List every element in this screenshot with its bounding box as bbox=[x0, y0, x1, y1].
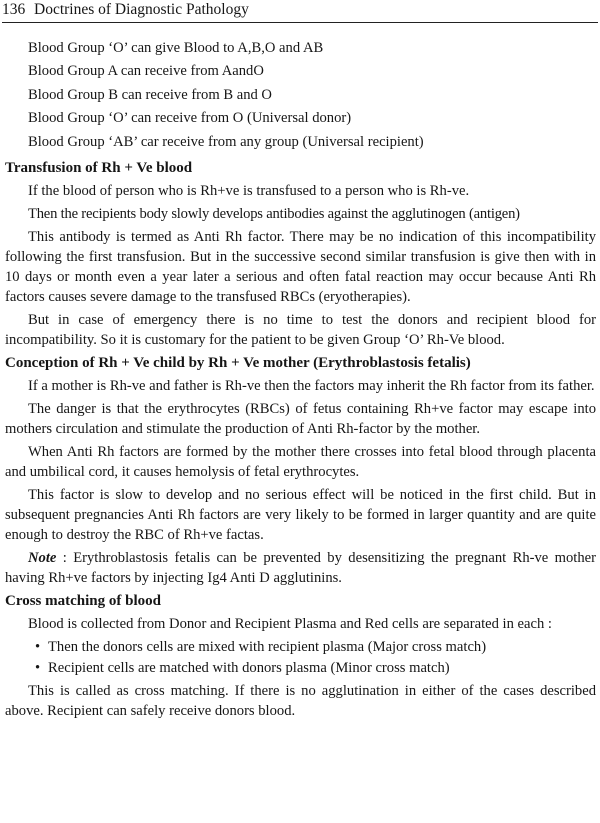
paragraph: This is called as cross matching. If there is no agglutination in either of the cases described above. Recipient can safely receive donors blood. bbox=[5, 682, 596, 719]
page-number: 136 bbox=[2, 1, 26, 18]
list-item bbox=[35, 658, 596, 678]
list-item-text: Then the donors cells are mixed with recipient plasma (Major cross match) bbox=[48, 638, 487, 655]
blood-group-line: Blood Group A can receive from AandO bbox=[28, 63, 264, 80]
section-heading-rh-transfusion: Transfusion of Rh + Ve blood bbox=[5, 159, 193, 176]
page-content bbox=[5, 38, 596, 724]
paragraph: When Anti Rh factors are formed by the mother there crosses into fetal blood through placenta and umbilical cord, it causes hemolysis of fetal erythrocytes. bbox=[5, 443, 596, 480]
blood-group-line: Blood Group B can receive from B and O bbox=[28, 86, 272, 103]
note-label: Note bbox=[28, 549, 57, 566]
paragraph: Blood is collected from Donor and Recipient Plasma and Red cells are separated in each : bbox=[28, 615, 552, 632]
list-item-text: Recipient cells are matched with donors plasma (Minor cross match) bbox=[48, 659, 450, 676]
blood-group-line: Blood Group ‘O’ can give Blood to A,B,O and AB bbox=[28, 40, 324, 56]
paragraph: This factor is slow to develop and no serious effect will be noticed in the first child. But in subsequent pregnancies Anti Rh factors are very likely to be formed in larger quantity and are quite enough to destroy the RBC of Rh+ve factas. bbox=[5, 486, 596, 543]
note-text: : Erythroblastosis fetalis can be prevented by desensitizing the pregnant Rh-ve mother having Rh+ve factors by injecting Ig4 Anti D agglutinins. bbox=[5, 549, 596, 586]
section-heading-erythroblastosis: Conception of Rh + Ve child by Rh + Ve mother (Erythroblastosis fetalis) bbox=[5, 354, 471, 371]
paragraph: Then the recipients body slowly develops antibodies against the agglutinogen (antigen) bbox=[28, 205, 520, 222]
page-header bbox=[2, 0, 598, 23]
list-item bbox=[35, 637, 596, 657]
bullet-icon: • bbox=[35, 638, 41, 655]
blood-group-line: Blood Group ‘AB’ car receive from any group (Universal recipient) bbox=[28, 133, 424, 150]
section-heading-cross-matching: Cross matching of blood bbox=[5, 592, 161, 609]
paragraph: But in case of emergency there is no time to test the donors and recipient blood for incompatibility. So it is customary for the patient to be given Group ‘O’ Rh-Ve blood. bbox=[5, 311, 596, 348]
note-paragraph bbox=[5, 548, 596, 588]
blood-group-line: Blood Group ‘O’ can receive from O (Universal donor) bbox=[28, 110, 352, 127]
paragraph: The danger is that the erythrocytes (RBCs) of fetus containing Rh+ve factor may escape into mothers circulation and stimulate the production of Anti Rh-factor by the mother. bbox=[5, 400, 596, 437]
paragraph: If the blood of person who is Rh+ve is transfused to a person who is Rh-ve. bbox=[28, 182, 470, 199]
paragraph: This antibody is termed as Anti Rh factor. There may be no indication of this incompatibility following the first transfusion. But in the successive second similar transfusion is give then with in 10 days or month even a year later a serious and often fatal reaction may occur because Anti Rh factors causes severe damage to the transfused RBCs (eryotherapies). bbox=[5, 228, 596, 305]
bullet-icon: • bbox=[35, 659, 41, 676]
running-title: Doctrines of Diagnostic Pathology bbox=[34, 1, 249, 18]
paragraph: If a mother is Rh-ve and father is Rh-ve then the factors may inherit the Rh factor from its father. bbox=[28, 377, 595, 394]
